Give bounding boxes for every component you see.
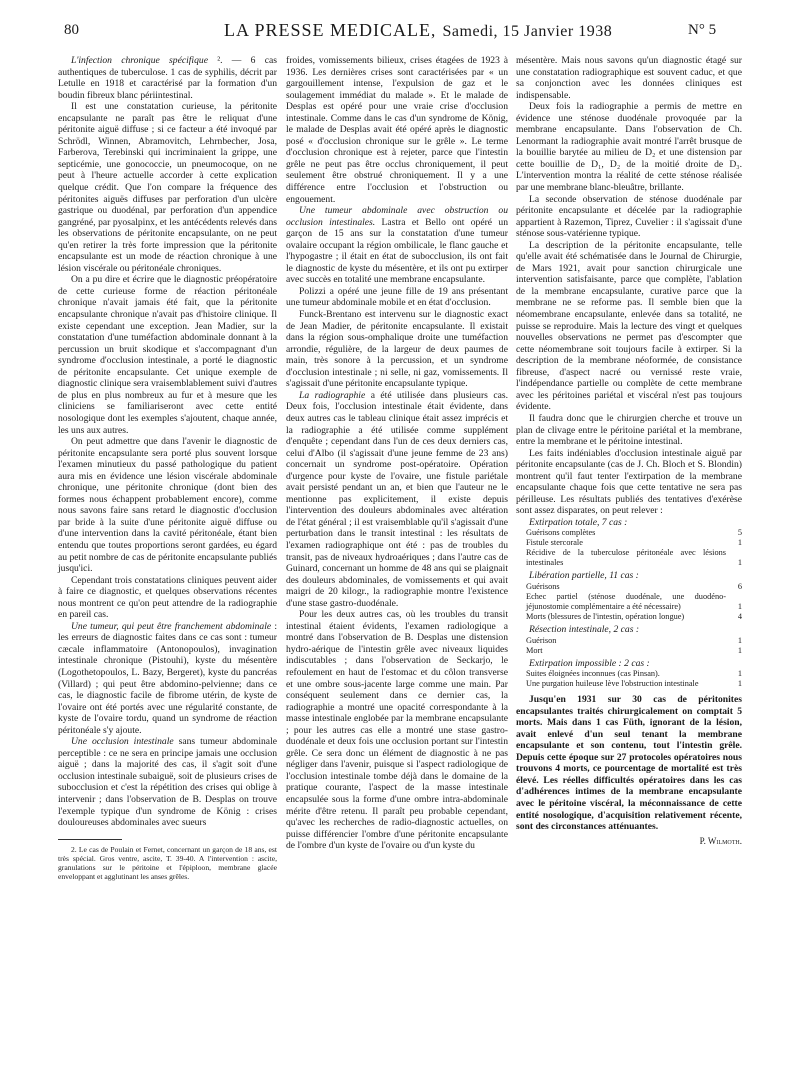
paragraph: Il est une constatation curieuse, la péritonite encapsulante ne paraît pas être le reliquat d'une péritonite aiguë diffuse ; si ce facteur a été invoqué par Schrödl, Winnen, Abramovitch, Lehrnbecher, Josa, Farberova, Terebinski qui incriminaient la grippe, une septicémie, une gonococcie, un pneumocoque, on ne peut à l'heure actuelle accorder à cette explication quelque crédit. Que l'on compare la fréquence des péritonites aiguës diffuses par perforation d'un ulcère gastrique ou duodénal, par perforation d'un appendice gangréné, par pyosalpinx, et les antécédents relevés dans les observations de péritonite encapsulante, on ne peut qu'en retirer la très forte impression que la péritonite encapsulante est un mode de réaction chronique à une lésion viscérale ou péritonéale chroniques. bbox=[58, 101, 277, 274]
paragraph-text: Lastra et Bello ont opéré un garçon de 15 ans sur la constatation d'une tumeur ovalaire occupant la région ombilicale, le flanc gauche et l'hypogastre ; il était en état de subocclusion, ils ont fait le diagnostic de kyste du mésentère, et ils ont pu extirper avec succès en totalité une membrane encapsulante. bbox=[286, 216, 508, 286]
column-2 bbox=[286, 55, 508, 852]
row-count: 1 bbox=[737, 558, 742, 568]
paragraph-text: a été utilisée dans plusieurs cas. Deux fois, l'occlusion intestinale était évidente, dans deux autres cas le tableau clinique était assez imprécis et la radiographie a été utilisée comme supplément d'enquête ; cependant dans l'un de ces deux derniers cas, celui d'Albo (il s'agissait d'une jeune femme de 23 ans) concernait un syndrome post-opératoire. Opération d'urgence pour kyste de l'ovaire, une fistule pariétale avait persisté pendant un an, et bien que l'auteur ne le mentionne pas explicitement, il existe depuis l'intervention des douleurs abdominales avec altération de l'état général ; il est vraisemblable qu'il s'agissait d'une perturbation dans le transit intestinal : les résultats de l'examen radiographique ont été : pas de troubles du transit, pas de niveaux hydroaériques ; dans l'autre cas de Guinard, concernant un homme de 48 ans qui se plaignait des douleurs abdominales, de vomissements et qui avait maigri de 20 kilogr., la radiographie montre l'existence d'une stase gastro-duodénale. bbox=[286, 389, 508, 609]
row-label: Une purgation huileuse lève l'obstruction intestinale bbox=[526, 679, 699, 689]
paragraph-text: ². — 6 cas authentiques de tuberculose. 1 cas de syphilis, décrit par Letulle en 1918 et caractérisé par la formation d'un boudin fibreux blanc périintestinal. bbox=[58, 55, 277, 101]
paragraph: Pour les deux autres cas, où les troubles du transit intestinal étaient évidents, l'examen radiologique a montré dans l'observation de B. Desplas une distension hydro-aérique de l'intestin grêle avec niveaux liquides indiscutables ; dans l'observation de Seckarjo, le refoulement en haut de l'estomac et du côlon transverse et une ombre sous-jacente large comme une main. Par conséquent seulement dans ce dernier cas, la radiographie a montré une opacité correspondante à la masse intestinale englobée par la membrane encapsulante ; pour les autres cas elle a montré une stase gastro-duodénale et deux fois une occlusion portant sur l'intestin grêle. Ce sera donc un élément de diagnostic à ne pas négliger dans l'avenir, puisque si l'aspect radiologique de l'occlusion intestinale tombe déjà dans le domaine de la pratique courante, l'aspect de la masse intestinale encapsulée sous la forme d'une ombre intra-abdominale mérite d'être retenu. Il paraît peu probable cependant, qu'avec les recherches de radio-diagnostic actuelles, on puisse différencier l'ombre d'une péritonite encapsulante de l'ombre d'un kyste de l'ovaire ou d'un kyste du bbox=[286, 609, 508, 852]
results-section-title: Libération partielle, 11 cas : bbox=[529, 570, 639, 582]
row-count: 6 bbox=[737, 581, 742, 591]
column-3 bbox=[516, 55, 742, 847]
paragraph: Cependant trois constatations cliniques peuvent aider à faire ce diagnostic, et quelques observations récentes nous montrent ce qu'on peut attendre de la radiographie en pareil cas. bbox=[58, 574, 277, 621]
row-label: Echec partiel (sténose duodénale, une duodéno-jéjunostomie complémentaire a été nécessaire) bbox=[526, 591, 726, 611]
table-row bbox=[516, 669, 742, 679]
running-title: LA PRESSE MEDICALE, Samedi, 15 Janvier 1938 bbox=[224, 20, 613, 40]
paragraph-text: sans tumeur abdominale perceptible : ce ne sera en principe jamais une occlusion aiguë ; dans la majorité des cas, il s'agit soit d'une occlusion intestinale subaiguë, soit de plusieurs crises de subocclusion et c'est la répétition des crises qui oblige à intervenir ; dans l'observation de B. Desplas on trouve l'exemple typique d'un syndrome de König : crises douloureuses abdominales avec sueurs bbox=[58, 736, 277, 829]
conclusion-paragraph: Jusqu'en 1931 sur 30 cas de péritonites encapsulantes traités chirurgicalement on comptait 5 morts. Mais dans 1 cas Füth, ignorant de la lésion, avait enlevé d'un seul tenant la membrane encapsulante et son contenu, tout l'intestin grêle. Depuis cette époque sur 27 protocoles opératoires nous trouvons 4 morts, ce pourcentage de mortalité est très élevé. Les réelles difficultés opératoires dans les cas d'adhérences intimes de la membrane encapsulante avec le péritoine viscéral, la méconnaissance de cette entité nosologique, d'acquisition relativement récente, sont des circonstances atténuantes. bbox=[516, 694, 742, 833]
results-table bbox=[516, 669, 742, 689]
issue-number: N° 5 bbox=[688, 22, 717, 38]
row-label: Morts (blessures de l'intestin, opération longue) bbox=[526, 611, 685, 621]
author-signature: P. Wilmoth. bbox=[699, 835, 742, 846]
row-label: Mort bbox=[526, 645, 543, 655]
table-row bbox=[516, 538, 742, 548]
paragraph: La seconde observation de sténose duodénale par péritonite encapsulante et décelée par la radiographie appartient à Razemon, Tiprez, Cuvelier : il s'agissait d'une sténose sous-vatérienne typique. bbox=[516, 193, 742, 240]
table-row bbox=[516, 612, 742, 622]
row-count: 1 bbox=[737, 645, 742, 655]
paragraph-lead: Une tumeur, qui peut être franchement abdominale bbox=[71, 620, 272, 632]
paragraph-lead: Une occlusion intestinale bbox=[71, 736, 174, 748]
results-list bbox=[516, 517, 742, 689]
page-header bbox=[0, 0, 800, 44]
issue-date: Samedi, 15 Janvier 1938 bbox=[442, 23, 613, 40]
row-count: 1 bbox=[737, 679, 742, 689]
table-row bbox=[516, 592, 742, 612]
paragraph: froides, vomissements bilieux, crises étagées de 1923 à 1936. Les dernières crises sont caractérisées par « un gargouillement intense, l'expulsion de gaz et le soulagement immédiat du malade ». Et le malade de Desplas est opéré pour une vraie crise d'occlusion intestinale. Comme dans le cas d'un syndrome de König, le malade de Desplas avait été opéré après le diagnostic posé « d'occlusion chronique sur le grêle ». Le terme d'occlusion chronique est à rejeter, parce que l'intestin grêle ne peut pas être occlus chroniquement, il peut seulement être obstrué chroniquement. Il y a une différence entre l'occlusion et l'obstruction ou engouement. bbox=[286, 55, 508, 205]
table-row bbox=[516, 646, 742, 656]
footnote-rule bbox=[58, 839, 122, 840]
paragraph bbox=[58, 736, 277, 828]
paragraph: Funck-Brentano est intervenu sur le diagnostic exact de Jean Madier, de péritonite encapsulante. Il existait dans la région sous-omphalique droite une tuméfaction arrondie, régulière, de la largeur de deux paumes de main, très sonore à la percussion, et un syndrome d'occlusion intestinale ; ni selle, ni gaz, vomissements. Il s'agissait d'une péritonite encapsulante typique. bbox=[286, 309, 508, 390]
results-section-title: Résection intestinale, 2 cas : bbox=[529, 623, 640, 635]
table-row bbox=[516, 528, 742, 538]
paragraph: On peut admettre que dans l'avenir le diagnostic de péritonite encapsulante sera porté plus souvent lorsque l'examen minutieux du passé pathologique du patient aura mis en évidence une lésion viscérale abdominale chronique, une péritonite chronique (dont bien des formes nous échappent probablement encore), comme nous savons faire sans retard le diagnostic d'occlusion par bride à la suite d'une péritonite aiguë diffuse ou d'une intervention dans la cavité péritonéale, étant bien entendu que toutes proportions seront gardées, eu égard au petit nombre de cas de péritonite encapsulante publiés jusqu'ici. bbox=[58, 436, 277, 575]
row-label: Guérisons bbox=[526, 581, 560, 591]
row-label: Guérison bbox=[526, 635, 557, 645]
journal-name: LA PRESSE MEDICALE bbox=[224, 20, 432, 40]
table-row bbox=[516, 548, 742, 568]
row-count: 1 bbox=[737, 669, 742, 679]
paragraph: Deux fois la radiographie a permis de mettre en évidence une sténose duodénale provoquée par la membrane encapsulante. Dans l'observation de Ch. Lenormant la radiographie avait montré l'arrêt brusque de la bouillie barytée au milieu de D₂ et une distension par cette bouillie de D₁, D₂ de la moitié droite de D₃. L'intervention montra la réalité de cette sténose réalisée par une membrane blanc-bleuâtre, brillante. bbox=[516, 101, 742, 194]
row-count: 1 bbox=[737, 635, 742, 645]
paragraph: La description de la péritonite encapsulante, telle qu'elle avait été schématisée dans le Journal de Chirurgie, de Mars 1921, avait pour sanction chirurgicale une intervention satisfaisante, parce que complète, l'ablation de la membrane encapsulante, curative parce que la membrane ne se reforme pas. Il semble bien que la néomembrane encapsulante, enlevée dans sa totalité, ne puisse se reproduire. Mais la lecture des vingt et quelques nouvelles observations ne permet pas d'escompter que cette néomembrane soit toujours facile à extirper. Si la description de la membrane néoformée, de consistance fibreuse, d'aspect nacré ou vernissé reste vraie, l'indépendance partielle ou complète de cette membrane avec les péritoines pariétal et viscéral n'est pas toujours évidente. bbox=[516, 239, 742, 413]
paragraph bbox=[58, 55, 277, 101]
results-section-title: Extirpation impossible : 2 cas : bbox=[529, 657, 650, 669]
paragraph-lead: L'infection chronique spécifique bbox=[71, 55, 208, 66]
table-row bbox=[516, 582, 742, 592]
row-count: 1 bbox=[737, 601, 742, 611]
paragraph-lead: Une tumeur abdominale avec obstruction ou occlusion intestinales. bbox=[286, 205, 508, 228]
paragraph: Polizzi a opéré une jeune fille de 19 ans présentant une tumeur abdominale mobile et en état d'occlusion. bbox=[286, 285, 508, 309]
paragraph-lead: La radiographie bbox=[299, 389, 366, 401]
row-label: Suites éloignées inconnues (cas Pinsan). bbox=[526, 669, 660, 679]
row-label: Récidive de la tuberculose péritonéale avec lésions intestinales bbox=[526, 548, 726, 568]
results-table bbox=[516, 528, 742, 568]
row-count: 4 bbox=[737, 611, 742, 621]
paragraph: Il faudra donc que le chirurgien cherche et trouve un plan de clivage entre le péritoine pariétal et la membrane, entre la membrane et le péritoine intestinal. bbox=[516, 412, 742, 448]
table-row bbox=[516, 679, 742, 689]
paragraph: Les faits indéniables d'occlusion intestinale aiguë par péritonite encapsulante (cas de J. Ch. Bloch et S. Blondin) montrent qu'il faut tenter l'extirpation de la membrane encapsulante chaque fois que cette tentative ne sera pas périlleuse. Les résultats publiés des tentatives d'exérèse sont assez disparates, on peut relever : bbox=[516, 447, 742, 517]
page-number: 80 bbox=[64, 22, 79, 38]
column-1 bbox=[58, 55, 277, 881]
row-label: Fistule stercorale bbox=[526, 538, 583, 548]
paragraph bbox=[286, 205, 508, 286]
paragraph bbox=[58, 621, 277, 736]
results-table bbox=[516, 582, 742, 622]
results-table bbox=[516, 636, 742, 656]
paragraph: On a pu dire et écrire que le diagnostic préopératoire de cette curieuse forme de réaction péritonéale chronique n'avait jamais été fait, que la péritonite encapsulante chronique n'avait pas d'histoire clinique. Il existe cependant une exception. Jean Madier, sur la constatation d'une tuméfaction abdominale donnant à la percussion un bruit skodique et s'accompagnant d'un syndrome d'occlusion intestinale, a porté le diagnostic de péritonite encapsulante. Cet unique exemple de diagnostic clinique sera vraisemblablement suivi d'autres de plus en plus nombreux au fur et à mesure que les cliniciens se familiariseront avec cette entité nosologique dont les exemples s'ajoutent, chaque année, les uns aux autres. bbox=[58, 274, 277, 436]
row-label: Guérisons complètes bbox=[526, 528, 596, 538]
paragraph bbox=[286, 390, 508, 609]
paragraph: mésentère. Mais nous savons qu'un diagnostic étagé sur une constatation radiographique est souvent caduc, et que sa conjonction avec les données cliniques est indispensable. bbox=[516, 55, 742, 101]
table-row bbox=[516, 636, 742, 646]
footnote: 2. Le cas de Poulain et Fernet, concernant un garçon de 18 ans, est très spécial. Gros ventre, ascite, T. 39-40. A l'intervention : ascite, granulations sur le péritoine et l'épiploon, membrane glacée enveloppant et agglutinant les anses grêles. bbox=[58, 844, 277, 882]
paragraph-text: : les erreurs de diagnostic faites dans ce cas sont : tumeur cæcale inflammatoire (Antonopoulos), invagination intestinale chronique (Pistouhi), kyste du mésentère (Logothetopoulos, L. Bazy, Bergeret), kyste du pancréas (Villard) ; qui peut être abdomino-pelvienne; dans ce cas, le diagnostic facile de fibrome utérin, de kyste de l'ovaire ont été portés avec une régularité constante, de kyste de l'ovaire tordu, quand un syndrome de réaction péritonéale s'y ajoute. bbox=[58, 620, 277, 736]
row-count: 1 bbox=[737, 538, 742, 548]
row-count: 5 bbox=[737, 528, 742, 538]
results-section-title: Extirpation totale, 7 cas : bbox=[529, 516, 628, 528]
